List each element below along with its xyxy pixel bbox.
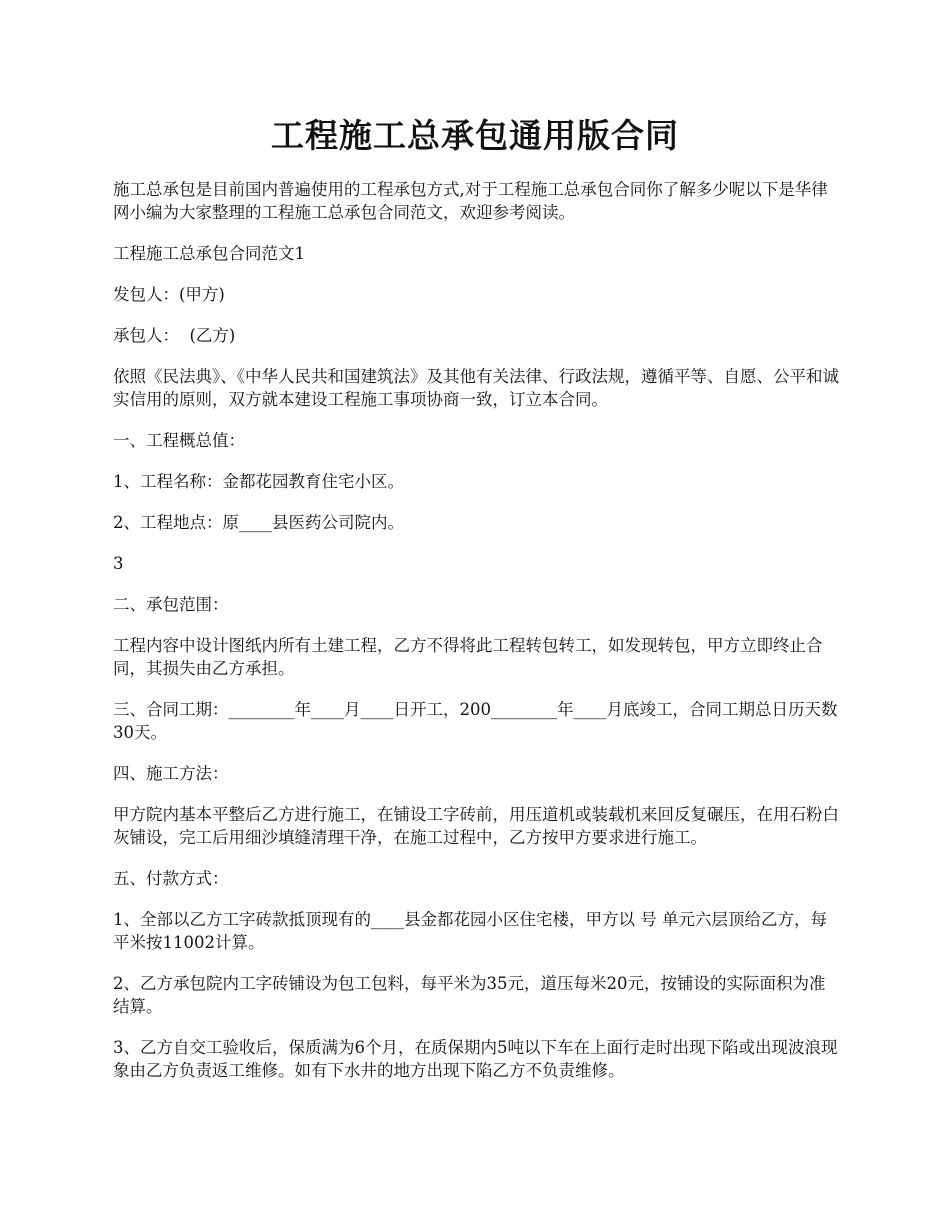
document-title: 工程施工总承包通用版合同 [271, 116, 679, 155]
intro-paragraph: 施工总承包是目前国内普遍使用的工程承包方式,对于工程施工总承包合同你了解多少呢以下是华律网小编为大家整理的工程施工总承包合同范文，欢迎参考阅读。 [113, 180, 828, 222]
document-body [113, 178, 840, 1100]
party-a-line: 发包人：(甲方) [113, 285, 225, 304]
legal-basis-paragraph: 依照《民法典》、《中华人民共和国建筑法》及其他有关法律、行政法规，遵循平等、自愿、公平和诚实信用的原则，双方就本建设工程施工事项协商一致，订立本合同。 [113, 367, 839, 409]
payment-item-3: 3、乙方自交工验收后，保质满为6个月，在质保期内5吨以下车在上面行走时出现下陷或出现波浪现象由乙方负责返工维修。如有下水井的地方出现下陷乙方不负责维修。 [113, 1038, 838, 1080]
project-name-line: 1、工程名称：金都花园教育住宅小区。 [113, 472, 404, 491]
section-1-heading: 一、工程概总值： [113, 431, 245, 450]
scope-paragraph: 工程内容中设计图纸内所有土建工程，乙方不得将此工程转包转工，如发现转包，甲方立即终止合同，其损失由乙方承担。 [113, 636, 823, 678]
method-paragraph: 甲方院内基本平整后乙方进行施工，在铺设工字砖前，用压道机或装载机来回反复碾压，在用石粉白灰铺设，完工后用细沙填缝清理干净，在施工过程中，乙方按甲方要求进行施工。 [113, 805, 839, 847]
party-b-line: 承包人： (乙方) [113, 326, 236, 345]
section-4-heading: 四、施工方法： [113, 764, 229, 783]
payment-item-1: 1、全部以乙方工字砖款抵顶现有的____县金都花园小区住宅楼，甲方以 号 单元六层顶给乙方，每平米按11002计算。 [113, 910, 827, 952]
item-3-line: 3 [113, 554, 124, 573]
section-5-heading: 五、付款方式： [113, 869, 229, 888]
section-2-heading: 二、承包范围： [113, 595, 229, 614]
project-location-line: 2、工程地点：原____县医药公司院内。 [113, 513, 404, 532]
section-3-duration: 三、合同工期：________年____月____日开工，200________年____月底竣工，合同工期总日历天数30天。 [113, 700, 838, 742]
payment-item-2: 2、乙方承包院内工字砖铺设为包工包料，每平米为35元，道压每米20元，按铺设的实际面积为准结算。 [113, 974, 826, 1016]
sample-heading: 工程施工总承包合同范文1 [113, 244, 305, 263]
